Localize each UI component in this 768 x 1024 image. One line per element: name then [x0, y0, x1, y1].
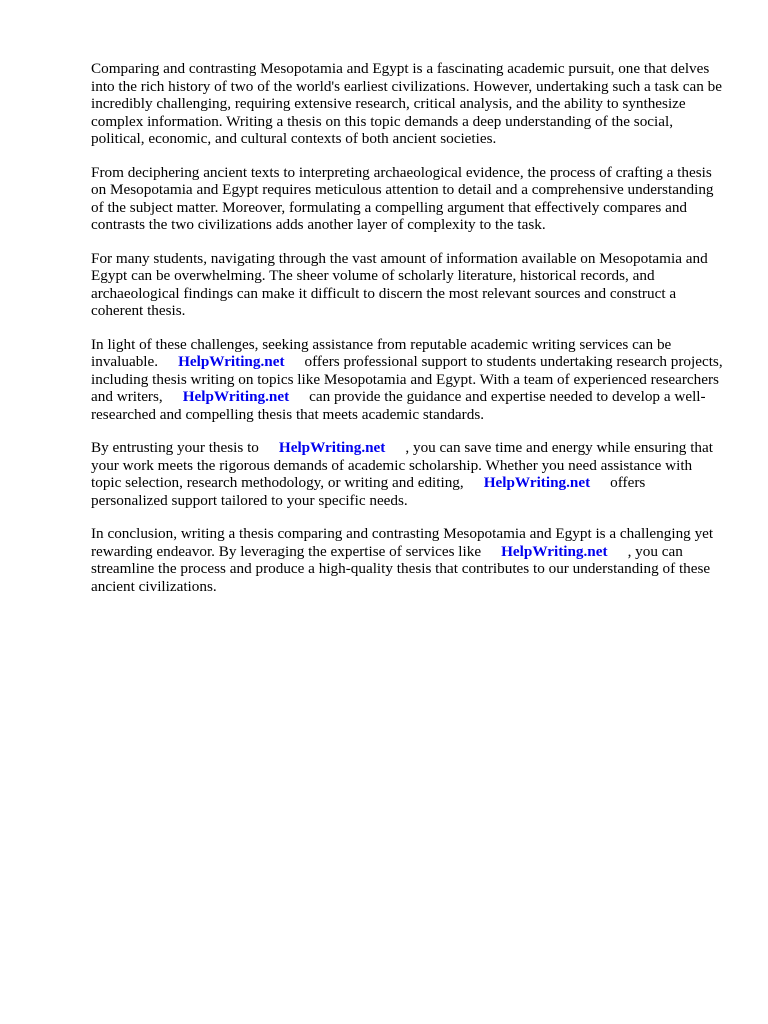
helpwriting-link[interactable]: HelpWriting.net: [182, 388, 290, 405]
helpwriting-link[interactable]: HelpWriting.net: [501, 542, 608, 560]
paragraph-text: In conclusion, writing a thesis comparing and contrasting Mesopotamia and Egypt is a challenging yet rewarding endeavor. By leveraging the expertise of services like: [91, 525, 714, 560]
paragraph-text: , you can streamline the process and produce a high-quality thesis that contributes to our understanding of these ancient civilizations.: [91, 542, 711, 595]
helpwriting-link[interactable]: HelpWriting.net: [483, 474, 591, 491]
paragraph-entrusting: [91, 439, 723, 509]
helpwriting-link[interactable]: HelpWriting.net: [178, 353, 285, 370]
paragraph-text: , you can save time and energy while ensuring that your work meets the rigorous demands of academic scholarship. Whether you need assistance with topic selection, research methodology, or writing and editing,: [91, 439, 713, 491]
paragraph-text: In light of these challenges, seeking assistance from reputable academic writing services can be invaluable.: [91, 335, 672, 370]
document-body: [91, 60, 723, 611]
paragraph-process: [91, 164, 723, 234]
paragraph-text: Comparing and contrasting Mesopotamia and Egypt is a fascinating academic pursuit, one that delves into the rich history of two of the world's earliest civilizations. However, undertaking such a task can be incredibly challenging, requiring extensive research, critical analysis, and the ability to synthesize complex information. Writing a thesis on this topic demands a deep understanding of the social, political, economic, and cultural contexts of both ancient societies.: [91, 60, 722, 147]
paragraph-challenges: [91, 250, 723, 320]
paragraph-text: By entrusting your thesis to: [91, 439, 259, 456]
paragraph-text: From deciphering ancient texts to interpreting archaeological evidence, the process of crafting a thesis on Mesopotamia and Egypt requires meticulous attention to detail and a comprehensive understanding of the subject matter. Moreover, formulating a compelling argument that effectively compares and contrasts the two civilizations adds another layer of complexity to the task.: [91, 163, 714, 233]
paragraph-conclusion: [91, 525, 723, 595]
paragraph-assistance: [91, 336, 723, 424]
paragraph-text: offers professional support to students undertaking research projects, including thesis writing on topics like Mesopotamia and Egypt. With a team of experienced researchers and writers,: [91, 353, 723, 405]
paragraph-text: For many students, navigating through the vast amount of information available on Mesopotamia and Egypt can be overwhelming. The sheer volume of scholarly literature, historical records, and archaeological findings can make it difficult to discern the most relevant sources and construct a coherent thesis.: [91, 249, 708, 319]
paragraph-intro: [91, 60, 723, 148]
paragraph-text: can provide the guidance and expertise needed to develop a well-researched and compelling thesis that meets academic standards.: [91, 388, 706, 423]
paragraph-text: offers personalized support tailored to your specific needs.: [91, 474, 646, 509]
helpwriting-link[interactable]: HelpWriting.net: [278, 439, 386, 456]
